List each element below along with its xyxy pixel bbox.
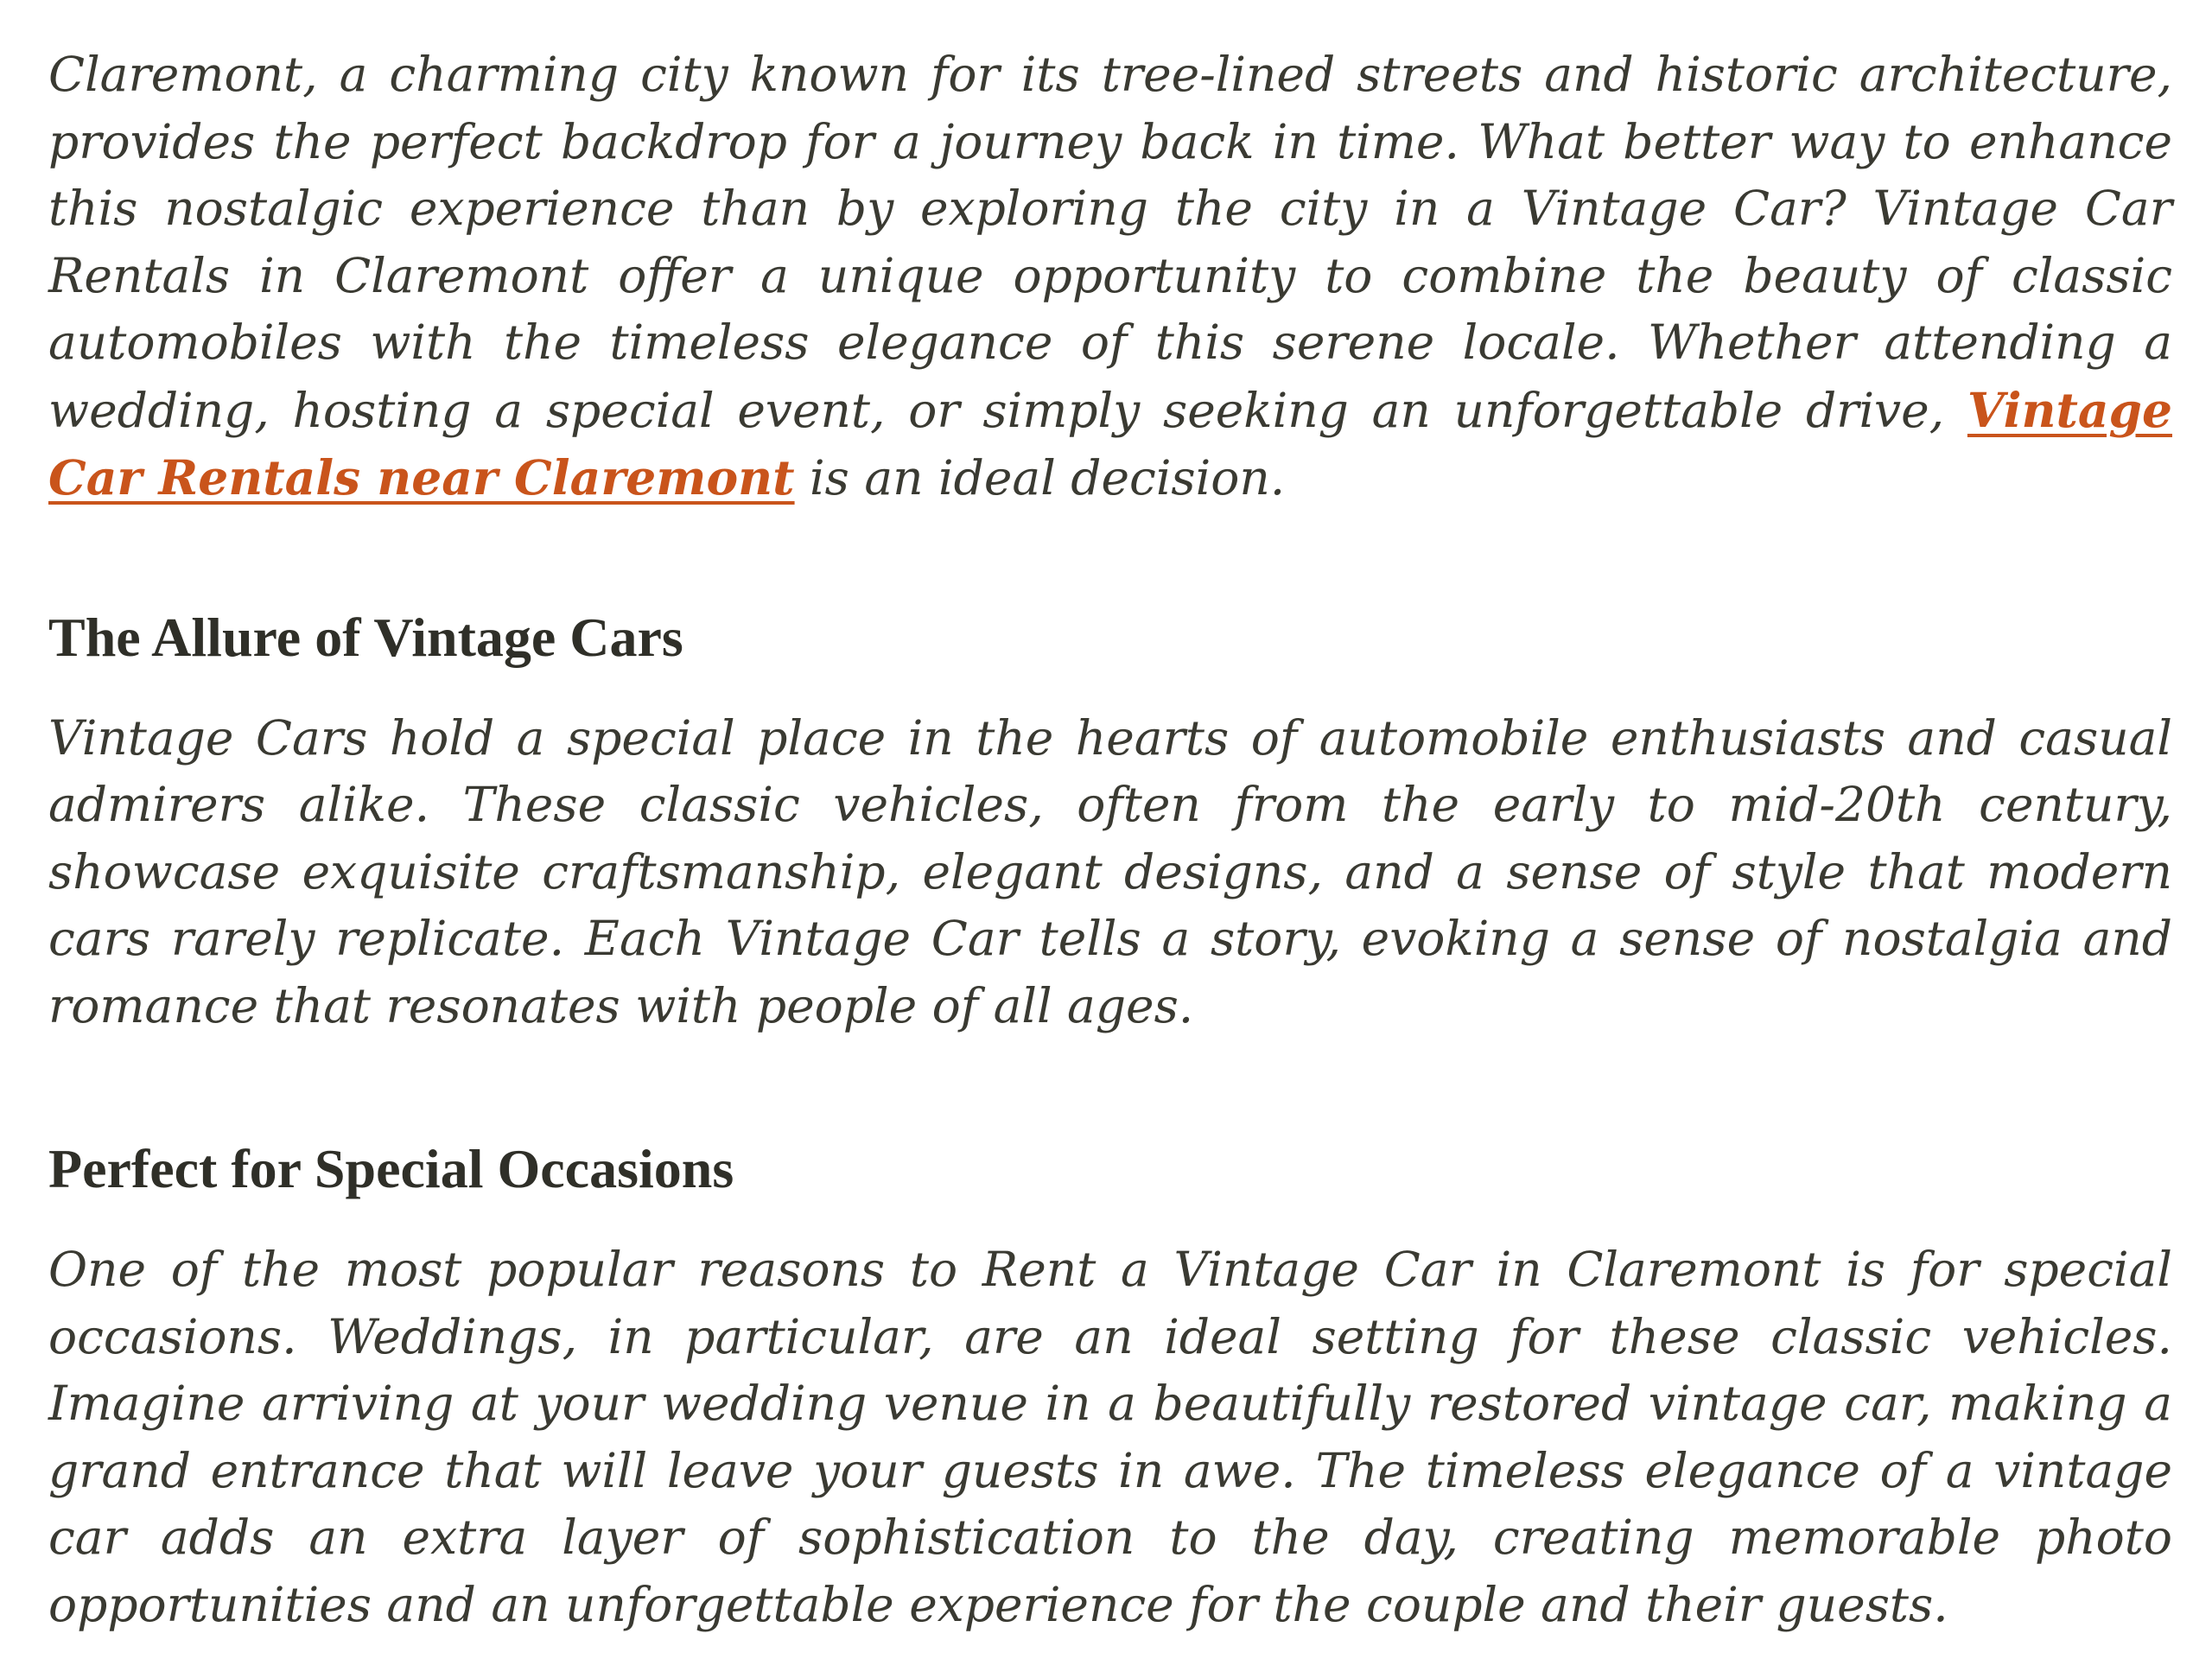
section-heading-allure: The Allure of Vintage Cars	[48, 606, 683, 668]
intro-text-after-link: is an ideal decision.	[794, 450, 1286, 505]
section-body-special-occasions: One of the most popular reasons to Rent a Vintage Car in Claremont is for special occasions. Weddings, in particular, are an ideal setting for these classic vehicles. Imagine arriving at your wedding venue in a beautifully restored vintage car, making a grand entrance that will leave your guests in awe. The timeless elegance of a vintage car adds an extra layer of sophistication to the day, creating memorable photo opportunities and an unforgettable experience for the couple and their guests.	[48, 1242, 2172, 1632]
intro-text-before-link: Claremont, a charming city known for its tree-lined streets and historic architecture, provides the perfect backdrop for a journey back in time. What better way to enhance this nostalgic experience than by exploring the city in a Vintage Car? Vintage Car Rentals in Claremont offer a unique opportunity to combine the beauty of classic automobiles with the timeless elegance of this serene locale. Whether attending a wedding, hosting a special event, or simply seeking an unforgettable drive,	[48, 47, 2172, 438]
article-content	[48, 41, 2172, 1638]
vintage-car-rentals-link[interactable]: Vintage Car Rentals near Claremont	[48, 381, 2172, 505]
section-heading-special-occasions: Perfect for Special Occasions	[48, 1138, 734, 1199]
section-body-allure: Vintage Cars hold a special place in the hearts of automobile enthusiasts and casual admirers alike. These classic vehicles, often from the early to mid-20th century, showcase exquisite craftsmanship, elegant designs, and a sense of style that modern cars rarely replicate. Each Vintage Car tells a story, evoking a sense of nostalgia and romance that resonates with people of all ages.	[48, 709, 2172, 1033]
intro-paragraph	[48, 41, 2172, 512]
